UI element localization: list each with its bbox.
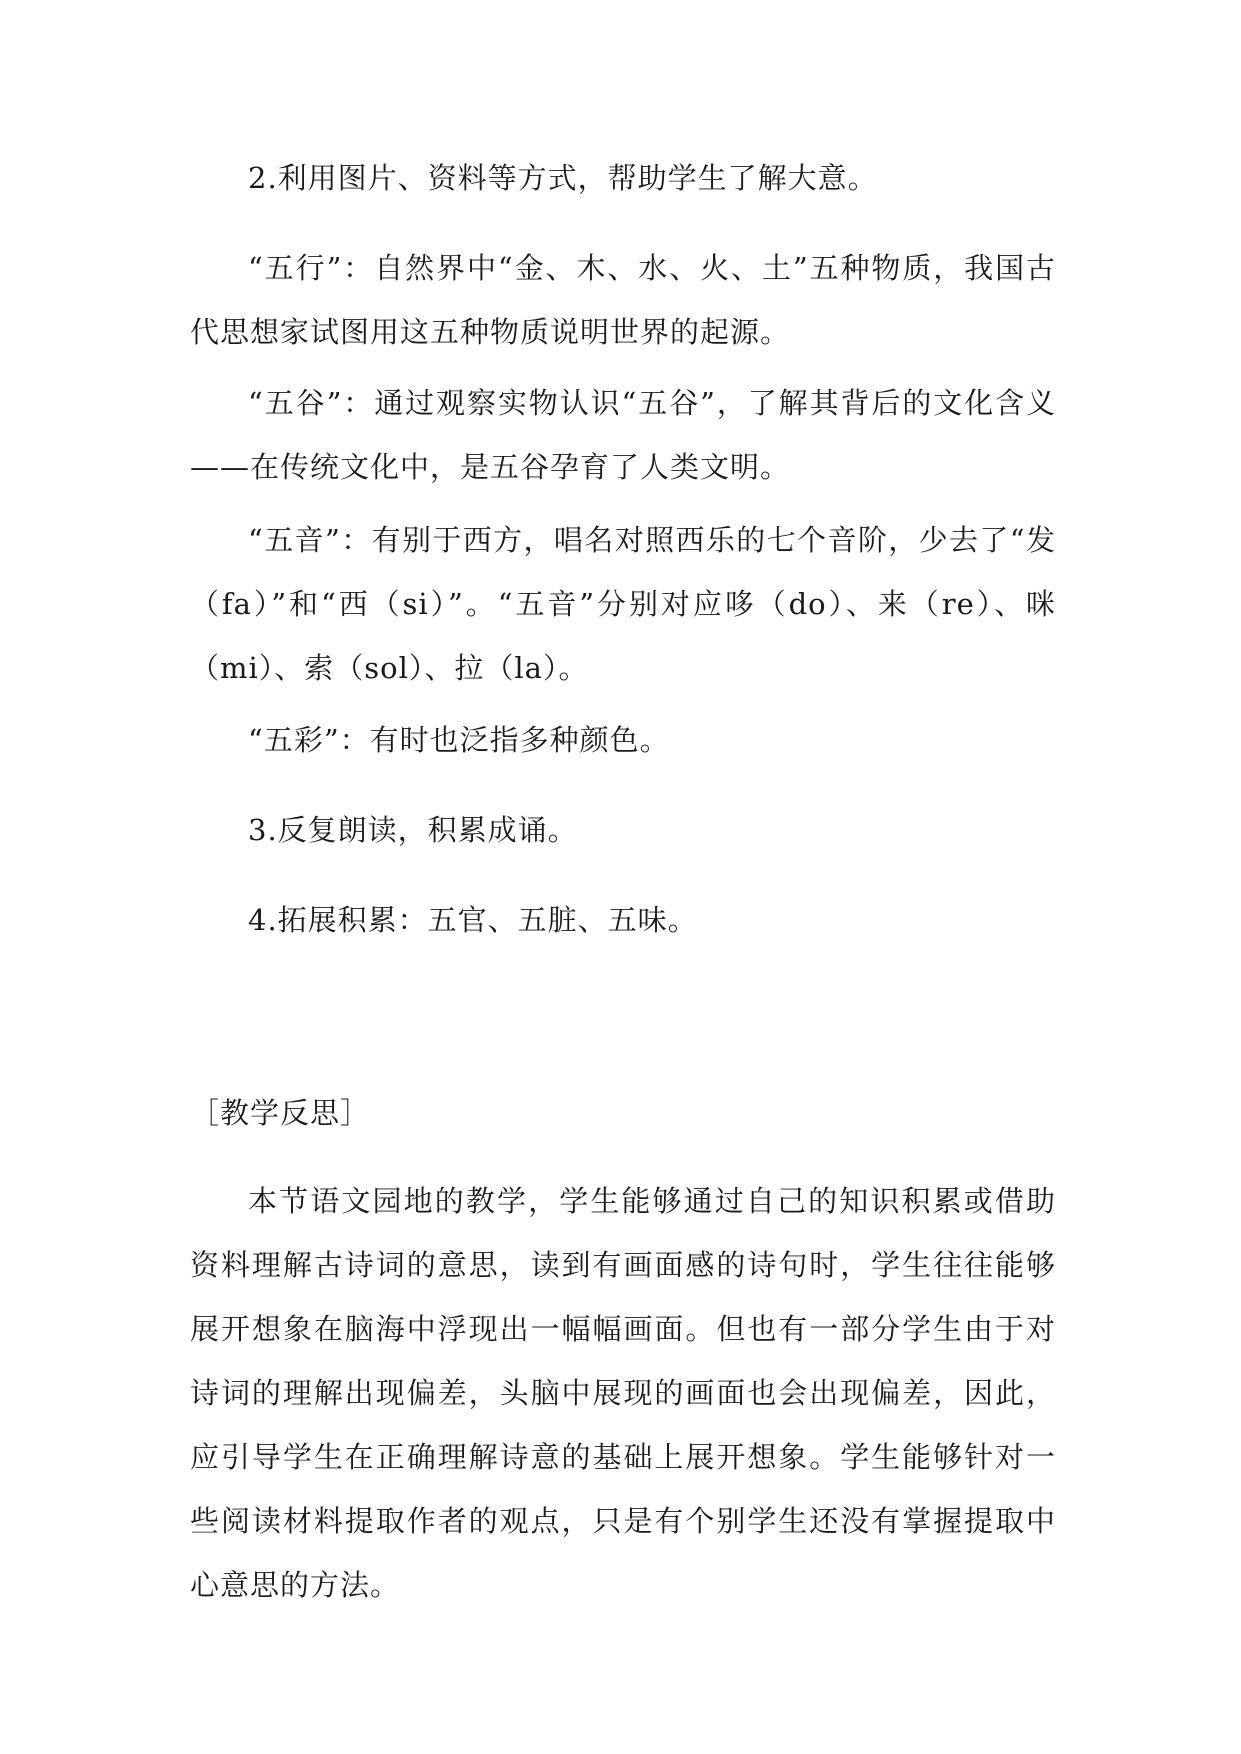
step-3-paragraph: 3.反复朗读，积累成诵。 — [248, 813, 578, 847]
wugu-paragraph: “五谷”：通过观察实物认识“五谷”，了解其背后的文化含义——在传统文化中，是五谷孕育了人类文明。 — [190, 386, 1056, 484]
wuyin-paragraph: “五音”：有别于西方，唱名对照西乐的七个音阶，少去了“发（fa）”和“西（si）”。“五音”分别对应哆（do）、来（re）、咪（mi）、索（sol）、拉（la）。 — [190, 523, 1056, 685]
step-2-paragraph: 2.利用图片、资料等方式，帮助学生了解大意。 — [248, 161, 878, 195]
step-4-paragraph: 4.拓展积累：五官、五脏、五味。 — [248, 903, 698, 937]
wucai-paragraph: “五彩”：有时也泛指多种颜色。 — [248, 723, 670, 757]
reflection-body: 本节语文园地的教学，学生能够通过自己的知识积累或借助资料理解古诗词的意思，读到有画面感的诗句时，学生往往能够展开想象在脑海中浮现出一幅幅画面。但也有一部分学生由于对诗词的理解出现偏差，头脑中展现的画面也会出现偏差，因此，应引导学生在正确理解诗意的基础上展开想象。学生能够针对一些阅读材料提取作者的观点，只是有个别学生还没有掌握提取中心意思的方法。 — [190, 1184, 1056, 1602]
wuxing-paragraph: “五行”：自然界中“金、木、水、火、土”五种物质，我国古代思想家试图用这五种物质说明世界的起源。 — [190, 251, 1056, 349]
reflection-heading: ［教学反思］ — [190, 1096, 371, 1130]
